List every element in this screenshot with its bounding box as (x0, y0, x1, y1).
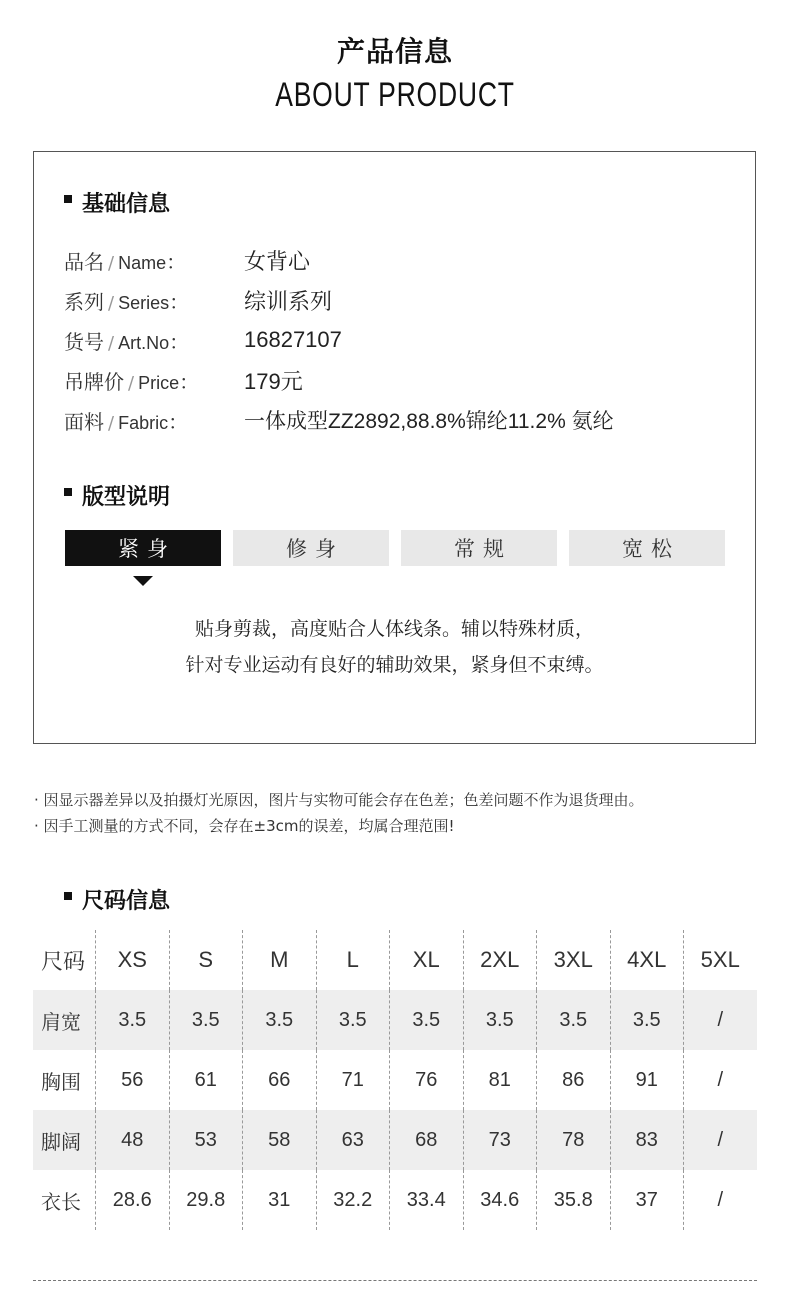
info-label-cn: 货号 (64, 329, 104, 354)
table-row (33, 1170, 757, 1230)
table-cell: 48 (95, 1110, 169, 1170)
info-row-price (64, 364, 303, 396)
basic-info-heading-text: 基础信息 (82, 192, 171, 217)
info-label-en: Art.No (118, 332, 170, 353)
info-label-sep: / (128, 372, 135, 394)
info-row-name (64, 244, 310, 276)
size-header-cell: XL (389, 930, 463, 990)
size-header-cell: XS (95, 930, 169, 990)
size-header-cell: 2XL (463, 930, 537, 990)
fit-tab-regular[interactable]: 常规 (401, 530, 557, 566)
info-label-sep: / (108, 412, 115, 434)
fit-tab-slim[interactable]: 修身 (233, 530, 389, 566)
row-label: 肩宽 (41, 1009, 81, 1034)
info-row-artno (64, 324, 342, 356)
table-cell: 73 (463, 1110, 537, 1170)
info-label-colon: ： (168, 409, 189, 434)
table-cell: / (683, 990, 757, 1050)
note-measurement-error: · 因手工测量的方式不同，会存在±3cm的误差，均属合理范围! (34, 817, 455, 835)
table-cell: 78 (536, 1110, 610, 1170)
info-value: 女背心 (244, 248, 311, 274)
info-label-sep: / (108, 252, 115, 274)
table-cell: 3.5 (95, 990, 169, 1050)
info-label-en: Series (118, 292, 170, 313)
bottom-divider (33, 1280, 757, 1281)
table-row (33, 1050, 757, 1110)
table-cell: 35.8 (536, 1170, 610, 1230)
info-label-en: Fabric (118, 412, 169, 433)
size-header-cell: 3XL (536, 930, 610, 990)
fit-tab-loose[interactable]: 宽松 (569, 530, 725, 566)
table-cell: 3.5 (610, 990, 684, 1050)
table-cell: 66 (242, 1050, 316, 1110)
table-cell: 71 (316, 1050, 390, 1110)
table-cell: 34.6 (463, 1170, 537, 1230)
size-header-cell: 5XL (683, 930, 757, 990)
table-cell: 86 (536, 1050, 610, 1110)
square-bullet-icon (64, 195, 72, 203)
fit-tabs (65, 530, 725, 566)
square-bullet-icon (64, 892, 72, 900)
size-header-cell: M (242, 930, 316, 990)
size-header-row (33, 930, 757, 990)
info-value: 179元 (244, 368, 303, 394)
table-cell: 3.5 (463, 990, 537, 1050)
info-label-colon: ： (179, 369, 200, 394)
table-cell: 3.5 (242, 990, 316, 1050)
fit-heading (64, 480, 170, 511)
note-color-difference: · 因显示器差异以及拍摄灯光原因，图片与实物可能会存在色差；色差问题不作为退货理由。 (34, 791, 644, 809)
info-value: 综训系列 (244, 288, 333, 314)
table-cell: 3.5 (536, 990, 610, 1050)
info-row-series (64, 284, 332, 316)
info-label-sep: / (108, 292, 115, 314)
table-cell: 53 (169, 1110, 243, 1170)
size-table (33, 930, 757, 1230)
info-label-en: Name (118, 252, 167, 273)
table-cell: 63 (316, 1110, 390, 1170)
row-label: 胸围 (41, 1069, 81, 1094)
table-cell: 58 (242, 1110, 316, 1170)
info-label-colon: ： (166, 249, 187, 274)
table-cell: 3.5 (316, 990, 390, 1050)
size-info-heading-text: 尺码信息 (82, 889, 171, 914)
table-cell: 91 (610, 1050, 684, 1110)
table-cell: 3.5 (389, 990, 463, 1050)
table-row (33, 990, 757, 1050)
info-value: 16827107 (244, 327, 342, 352)
info-label-cn: 品名 (64, 249, 104, 274)
table-cell: 76 (389, 1050, 463, 1110)
table-cell: 32.2 (316, 1170, 390, 1230)
table-cell: 68 (389, 1110, 463, 1170)
page-subtitle: ABOUT PRODUCT (275, 76, 515, 114)
table-cell: 28.6 (95, 1170, 169, 1230)
info-label-colon: ： (169, 329, 190, 354)
table-cell: / (683, 1110, 757, 1170)
info-label-cn: 系列 (64, 289, 104, 314)
table-cell: 81 (463, 1050, 537, 1110)
table-cell: 56 (95, 1050, 169, 1110)
info-value: 一体成型ZZ2892,88.8%锦纶11.2% 氨纶 (244, 410, 614, 433)
table-cell: / (683, 1170, 757, 1230)
table-cell: 29.8 (169, 1170, 243, 1230)
row-label: 衣长 (41, 1189, 81, 1214)
table-cell: 61 (169, 1050, 243, 1110)
fit-description-line2: 针对专业运动有良好的辅助效果，紧身但不束缚。 (185, 654, 604, 676)
table-cell: 37 (610, 1170, 684, 1230)
row-label: 脚阔 (41, 1129, 81, 1154)
size-header-cell: S (169, 930, 243, 990)
info-label-colon: ： (169, 289, 190, 314)
size-header-label: 尺码 (41, 949, 86, 975)
info-label-sep: / (108, 332, 115, 354)
info-label-cn: 吊牌价 (64, 369, 124, 394)
info-label-en: Price (138, 372, 180, 393)
square-bullet-icon (64, 488, 72, 496)
table-cell: 33.4 (389, 1170, 463, 1230)
fit-heading-text: 版型说明 (82, 485, 171, 510)
table-cell: 83 (610, 1110, 684, 1170)
size-info-heading (64, 884, 170, 915)
fit-description-line1: 贴身剪裁，高度贴合人体线条。辅以特殊材质， (194, 618, 594, 640)
size-header-cell: 4XL (610, 930, 684, 990)
basic-info-heading (64, 187, 170, 218)
fit-tab-tight[interactable]: 紧身 (65, 530, 221, 566)
info-label-cn: 面料 (64, 409, 104, 434)
product-info-panel (33, 151, 756, 744)
table-cell: 3.5 (169, 990, 243, 1050)
table-cell: / (683, 1050, 757, 1110)
table-row (33, 1110, 757, 1170)
active-tab-pointer-icon (133, 576, 153, 586)
size-header-cell: L (316, 930, 390, 990)
info-row-fabric (64, 404, 614, 436)
table-cell: 31 (242, 1170, 316, 1230)
page-title: 产品信息 (336, 35, 453, 68)
